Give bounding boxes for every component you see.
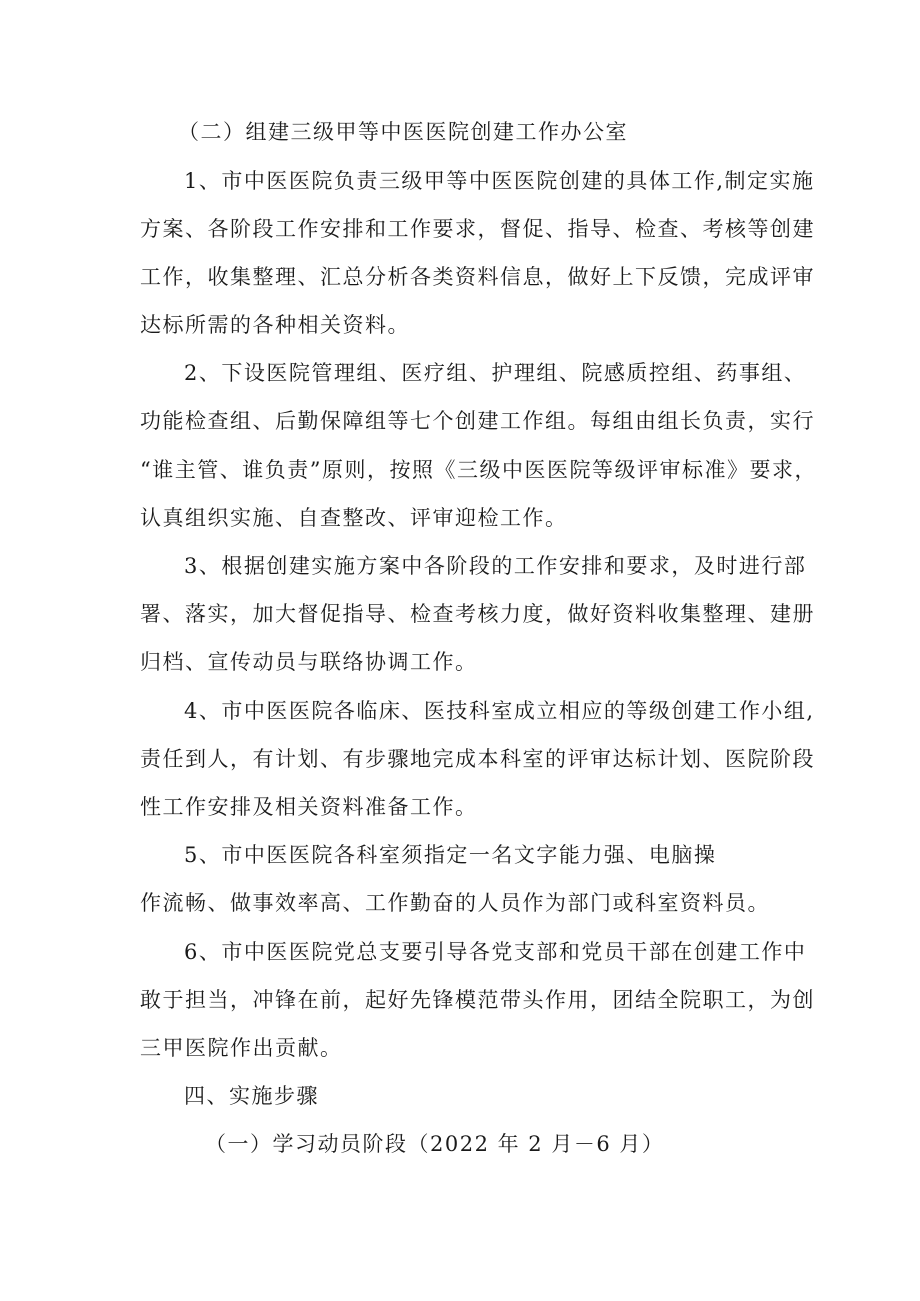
paragraph-line: 2、下设医院管理组、医疗组、护理组、院感质控组、药事组、 xyxy=(184,361,807,385)
paragraph-line: 6、市中医医院党总支要引导各党支部和党员干部在创建工作中 xyxy=(184,940,807,964)
paragraph-line: 敢于担当，冲锋在前，起好先锋模范带头作用，团结全院职工，为创 xyxy=(140,988,815,1012)
paragraph-line: 功能检查组、后勤保障组等七个创建工作组。每组由组长负责，实行 xyxy=(140,409,815,433)
paragraph-line: 工作，收集整理、汇总分析各类资料信息，做好上下反馈，完成评审 xyxy=(140,265,815,289)
paragraph-line: 署、落实，加大督促指导、检查考核力度，做好资料收集整理、建册 xyxy=(140,602,815,626)
paragraph-line: 4、市中医医院各临床、医技科室成立相应的等级创建工作小组, xyxy=(184,699,815,723)
paragraph-line: 3、根据创建实施方案中各阶段的工作安排和要求，及时进行部 xyxy=(184,554,807,578)
paragraph-line: 认真组织实施、自查整改、评审迎检工作。 xyxy=(140,506,568,530)
paragraph-line: 1、市中医医院负责三级甲等中医医院创建的具体工作,制定实施 xyxy=(184,169,815,193)
paragraph-line: 达标所需的各种相关资料。 xyxy=(140,313,410,337)
subsection-heading: （一）学习动员阶段（2022 年 2 月－6 月） xyxy=(205,1132,665,1156)
paragraph-line: 归档、宣传动员与联络协调工作。 xyxy=(140,650,478,674)
paragraph-line: “谁主管、谁负责”原则，按照《三级中医医院等级评审标准》要求， xyxy=(140,458,817,482)
paragraph-line: 责任到人，有计划、有步骤地完成本科室的评审达标计划、医院阶段 xyxy=(140,747,815,771)
paragraph-line: 方案、各阶段工作安排和工作要求，督促、指导、检查、考核等创建 xyxy=(140,217,815,241)
paragraph-line: 5、市中医医院各科室须指定一名文字能力强、电脑操 xyxy=(184,843,717,867)
section-heading: （二）组建三级甲等中医医院创建工作办公室 xyxy=(178,120,628,144)
paragraph-line: 三甲医院作出贡献。 xyxy=(140,1036,343,1060)
paragraph-line: 性工作安排及相关资料准备工作。 xyxy=(140,795,478,819)
section-heading: 四、实施步骤 xyxy=(184,1084,319,1108)
paragraph-line: 作流畅、做事效率高、工作勤奋的人员作为部门或科室资料员。 xyxy=(140,891,770,915)
